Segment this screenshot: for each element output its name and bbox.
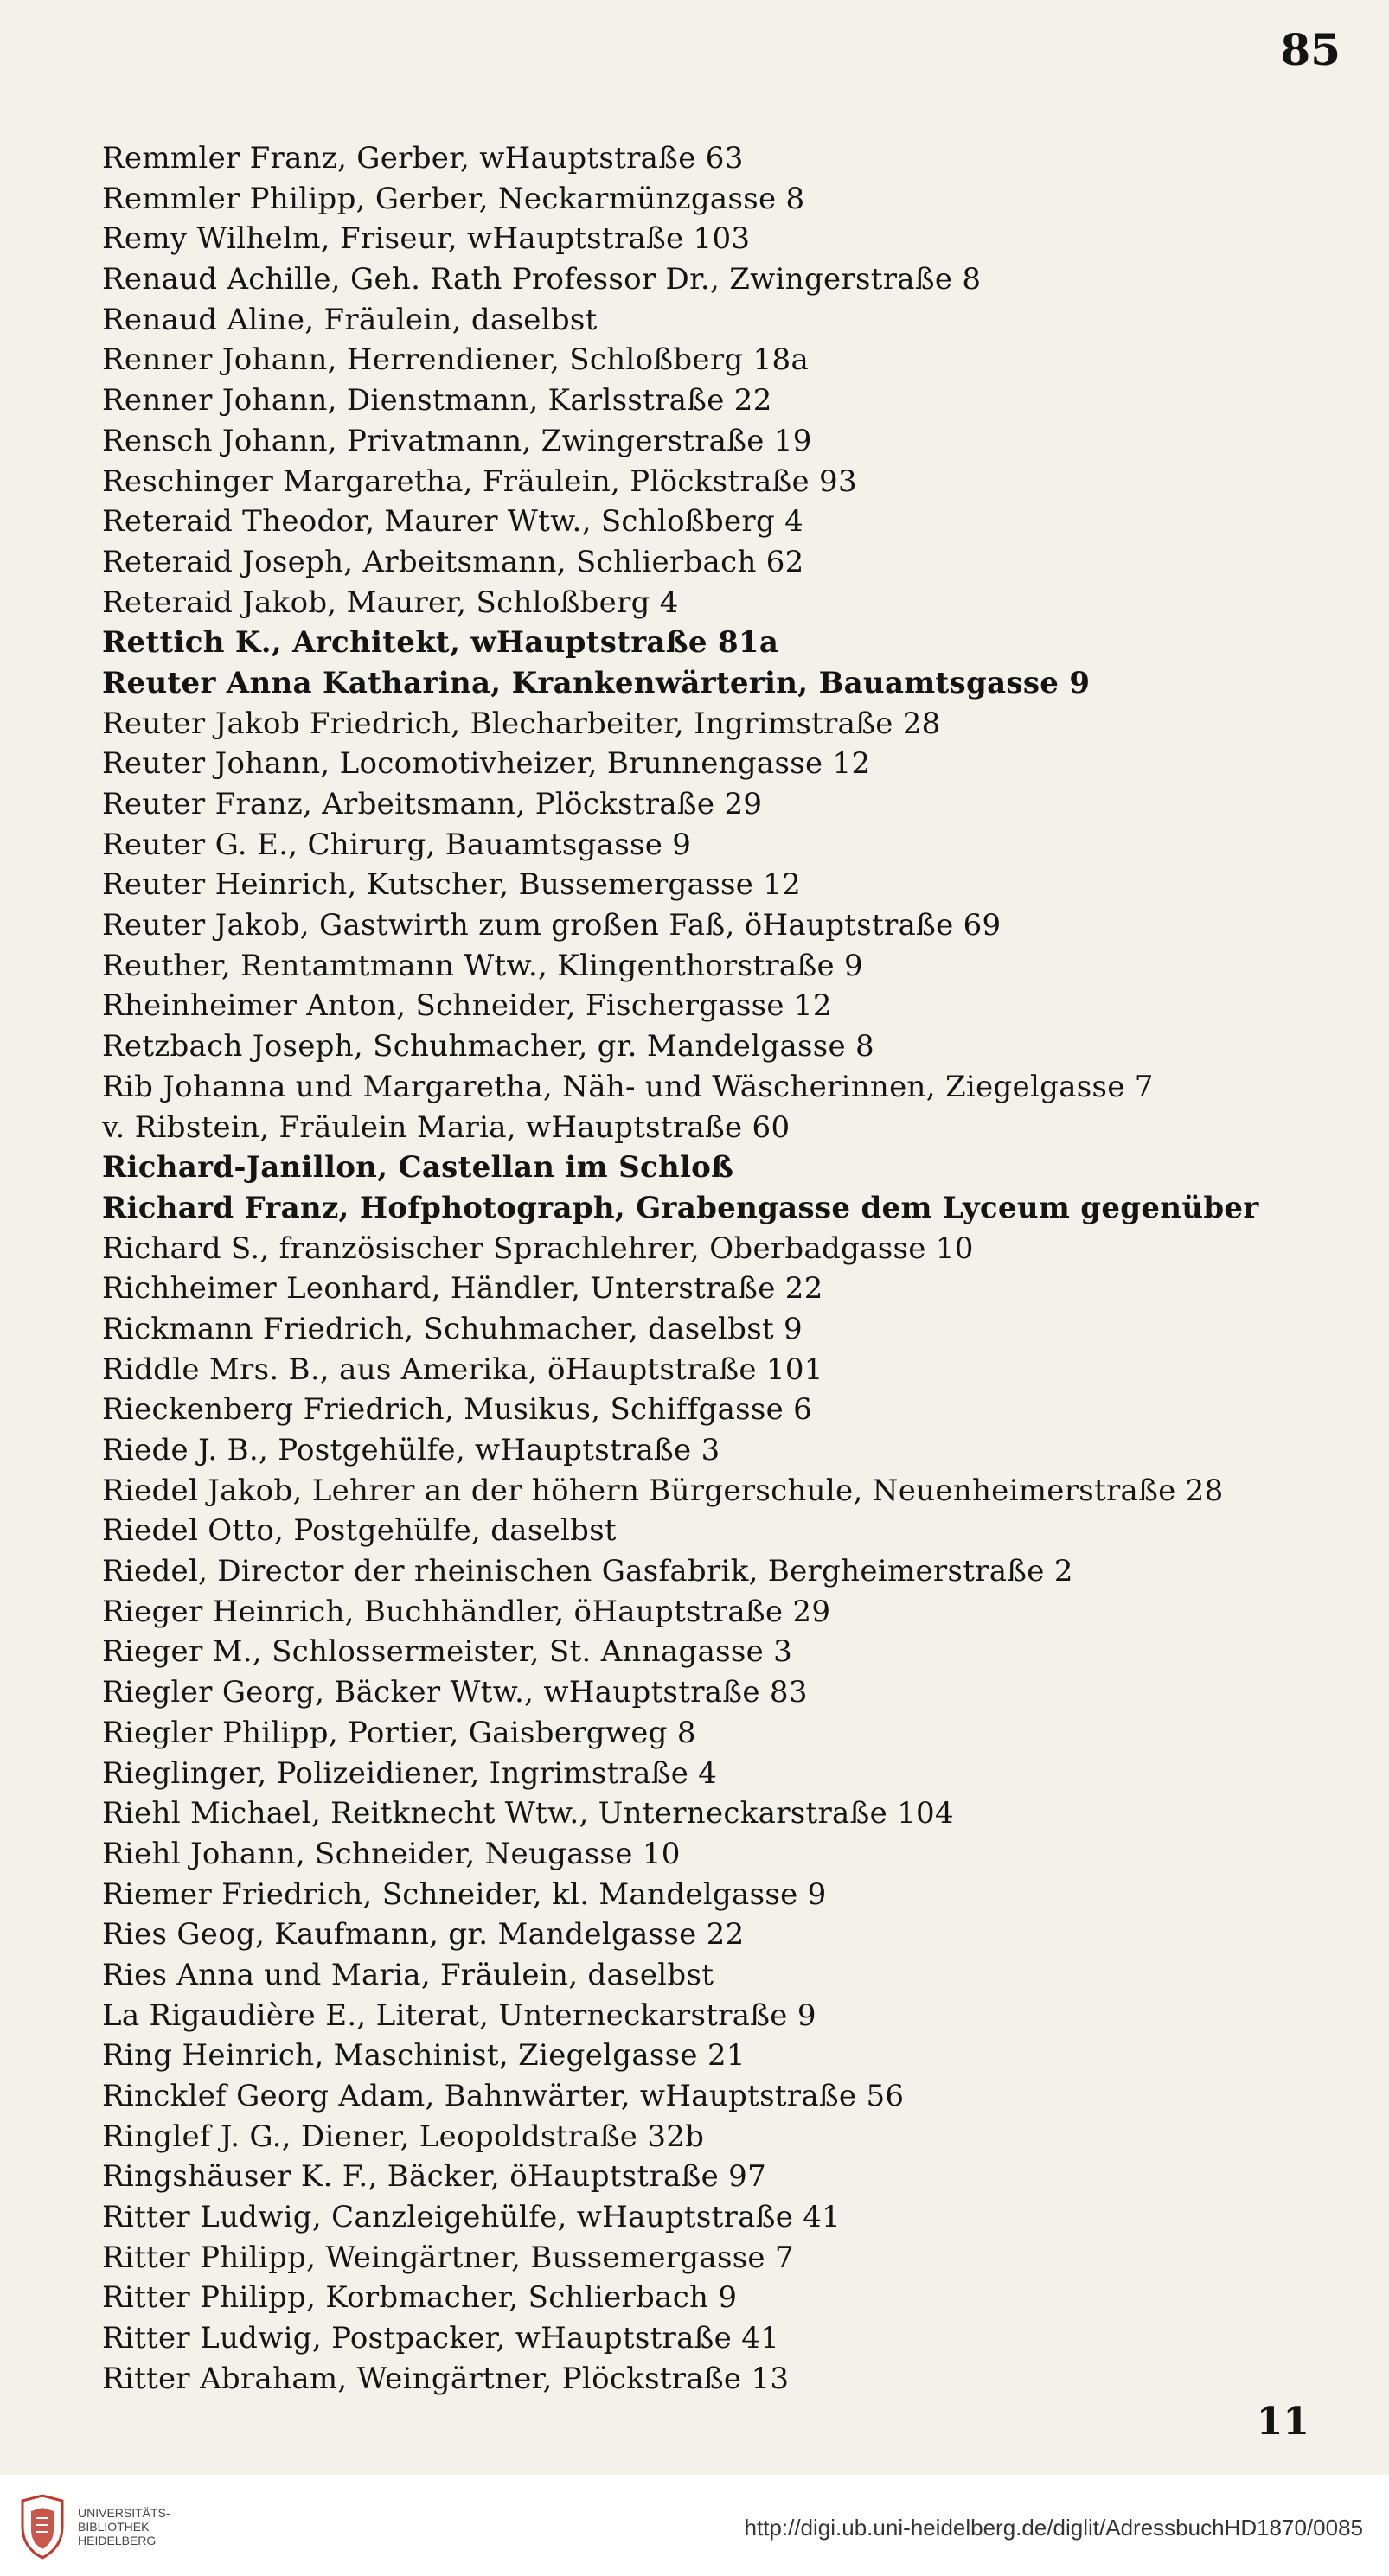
directory-entry: Reuter Franz, Arbeitsmann, Plöckstraße 29 xyxy=(102,787,763,821)
directory-entry: Reteraid Joseph, Arbeitsmann, Schlierbach 62 xyxy=(102,544,804,579)
directory-entry: Retzbach Joseph, Schuhmacher, gr. Mandelgasse 8 xyxy=(102,1029,874,1064)
directory-entry: Reuther, Rentamtmann Wtw., Klingenthorstraße 9 xyxy=(102,948,863,983)
directory-entry: Rheinheimer Anton, Schneider, Fischergasse 12 xyxy=(102,988,832,1024)
library-name-line: HEIDELBERG xyxy=(78,2534,157,2547)
directory-entry: Reuter Johann, Locomotivheizer, Brunnengasse 12 xyxy=(102,746,871,782)
directory-entry: Reuter Anna Katharina, Krankenwärterin, Bauamtsgasse 9 xyxy=(102,665,1091,700)
directory-entry: Reuter Heinrich, Kutscher, Bussemergasse 12 xyxy=(102,867,802,903)
directory-entry: Ritter Abraham, Weingärtner, Plöckstraße 13 xyxy=(102,2361,790,2396)
directory-entry: Rieger M., Schlossermeister, St. Annagasse 3 xyxy=(102,1634,793,1670)
directory-entry: Reschinger Margaretha, Fräulein, Plöckstraße 93 xyxy=(102,463,857,499)
signature-mark: 11 xyxy=(1256,2400,1309,2444)
directory-entry: Riegler Georg, Bäcker Wtw., wHauptstraße 83 xyxy=(102,1675,808,1710)
directory-entry: Ritter Philipp, Weingärtner, Bussemergasse 7 xyxy=(102,2240,794,2275)
directory-entry: Riemer Friedrich, Schneider, kl. Mandelgasse 9 xyxy=(102,1876,827,1912)
directory-entry: Rieger Heinrich, Buchhändler, öHauptstraße 29 xyxy=(102,1594,831,1629)
directory-entry: Reuter Jakob, Gastwirth zum großen Faß, öHauptstraße 69 xyxy=(102,908,1002,943)
directory-entry: Riehl Johann, Schneider, Neugasse 10 xyxy=(102,1836,681,1871)
directory-entry: Rincklef Georg Adam, Bahnwärter, wHauptstraße 56 xyxy=(102,2079,905,2113)
directory-entry: Rieckenberg Friedrich, Musikus, Schiffgasse 6 xyxy=(102,1392,813,1428)
directory-entry: v. Ribstein, Fräulein Maria, wHauptstraße 60 xyxy=(102,1109,791,1145)
directory-entry: Riddle Mrs. B., aus Amerika, öHauptstraße 101 xyxy=(102,1352,823,1387)
library-name-line: UNIVERSITÄTS- xyxy=(78,2506,170,2520)
directory-entry: Richard-Janillon, Castellan im Schloß xyxy=(102,1150,734,1186)
directory-entry: La Rigaudière E., Literat, Unterneckarstraße 9 xyxy=(102,1998,816,2033)
source-url-link[interactable]: http://digi.ub.uni-heidelberg.de/diglit/AdressbuchHD1870/0085 xyxy=(744,2515,1363,2541)
directory-entry: Renner Johann, Dienstmann, Karlsstraße 22 xyxy=(102,383,772,419)
directory-entry: Reteraid Theodor, Maurer Wtw., Schloßberg 4 xyxy=(102,504,804,540)
directory-entry: Riedel Otto, Postgehülfe, daselbst xyxy=(102,1513,617,1549)
directory-entry: Richard Franz, Hofphotograph, Grabengasse dem Lyceum gegenüber xyxy=(102,1190,1259,1225)
directory-entry-list xyxy=(102,138,1347,2400)
university-seal-icon xyxy=(16,2492,69,2561)
directory-entry: Rettich K., Architekt, wHauptstraße 81a xyxy=(102,625,779,661)
directory-entry: Ries Anna und Maria, Fräulein, daselbst xyxy=(102,1957,714,1992)
directory-entry: Riehl Michael, Reitknecht Wtw., Unterneckarstraße 104 xyxy=(102,1796,954,1831)
directory-entry: Remmler Franz, Gerber, wHauptstraße 63 xyxy=(102,141,744,176)
directory-entry: Ries Geog, Kaufmann, gr. Mandelgasse 22 xyxy=(102,1917,745,1953)
directory-entry: Reuter Jakob Friedrich, Blecharbeiter, Ingrimstraße 28 xyxy=(102,706,941,741)
page-number: 85 xyxy=(1280,24,1341,75)
directory-entry: Rib Johanna und Margaretha, Näh- und Wäscherinnen, Ziegelgasse 7 xyxy=(102,1069,1154,1104)
directory-entry: Riegler Philipp, Portier, Gaisbergweg 8 xyxy=(102,1715,696,1750)
directory-entry: Rieglinger, Polizeidiener, Ingrimstraße 4 xyxy=(102,1755,718,1791)
directory-entry: Remmler Philipp, Gerber, Neckarmünzgasse 8 xyxy=(102,181,805,216)
directory-entry: Renner Johann, Herrendiener, Schloßberg 18a xyxy=(102,342,810,378)
library-name xyxy=(78,2506,170,2547)
directory-entry: Ringlef J. G., Diener, Leopoldstraße 32b xyxy=(102,2119,705,2154)
directory-entry: Renaud Aline, Fräulein, daselbst xyxy=(102,302,598,337)
directory-entry: Richard S., französischer Sprachlehrer, Oberbadgasse 10 xyxy=(102,1230,974,1266)
directory-entry: Reuter G. E., Chirurg, Bauamtsgasse 9 xyxy=(102,827,692,862)
directory-entry: Rickmann Friedrich, Schuhmacher, daselbst 9 xyxy=(102,1311,803,1346)
directory-entry: Rensch Johann, Privatmann, Zwingerstraße 19 xyxy=(102,423,812,458)
directory-entry: Riede J. B., Postgehülfe, wHauptstraße 3 xyxy=(102,1433,720,1467)
directory-entry: Ritter Ludwig, Postpacker, wHauptstraße 41 xyxy=(102,2321,780,2356)
directory-entry: Ring Heinrich, Maschinist, Ziegelgasse 21 xyxy=(102,2038,746,2074)
directory-entry: Riedel, Director der rheinischen Gasfabrik, Bergheimerstraße 2 xyxy=(102,1554,1073,1589)
directory-entry: Riedel Jakob, Lehrer an der höhern Bürgerschule, Neuenheimerstraße 28 xyxy=(102,1473,1224,1508)
directory-entry: Remy Wilhelm, Friseur, wHauptstraße 103 xyxy=(102,221,751,257)
directory-entry: Ritter Philipp, Korbmacher, Schlierbach 9 xyxy=(102,2280,738,2316)
library-footer xyxy=(0,2475,1389,2576)
directory-entry: Renaud Achille, Geh. Rath Professor Dr., Zwingerstraße 8 xyxy=(102,262,982,297)
directory-entry: Ringshäuser K. F., Bäcker, öHauptstraße 97 xyxy=(102,2159,767,2195)
directory-entry: Richheimer Leonhard, Händler, Unterstraße 22 xyxy=(102,1271,823,1307)
directory-entry: Reteraid Jakob, Maurer, Schloßberg 4 xyxy=(102,585,679,620)
library-name-line: BIBLIOTHEK xyxy=(78,2520,150,2534)
directory-entry: Ritter Ludwig, Canzleigehülfe, wHauptstraße 41 xyxy=(102,2200,842,2235)
